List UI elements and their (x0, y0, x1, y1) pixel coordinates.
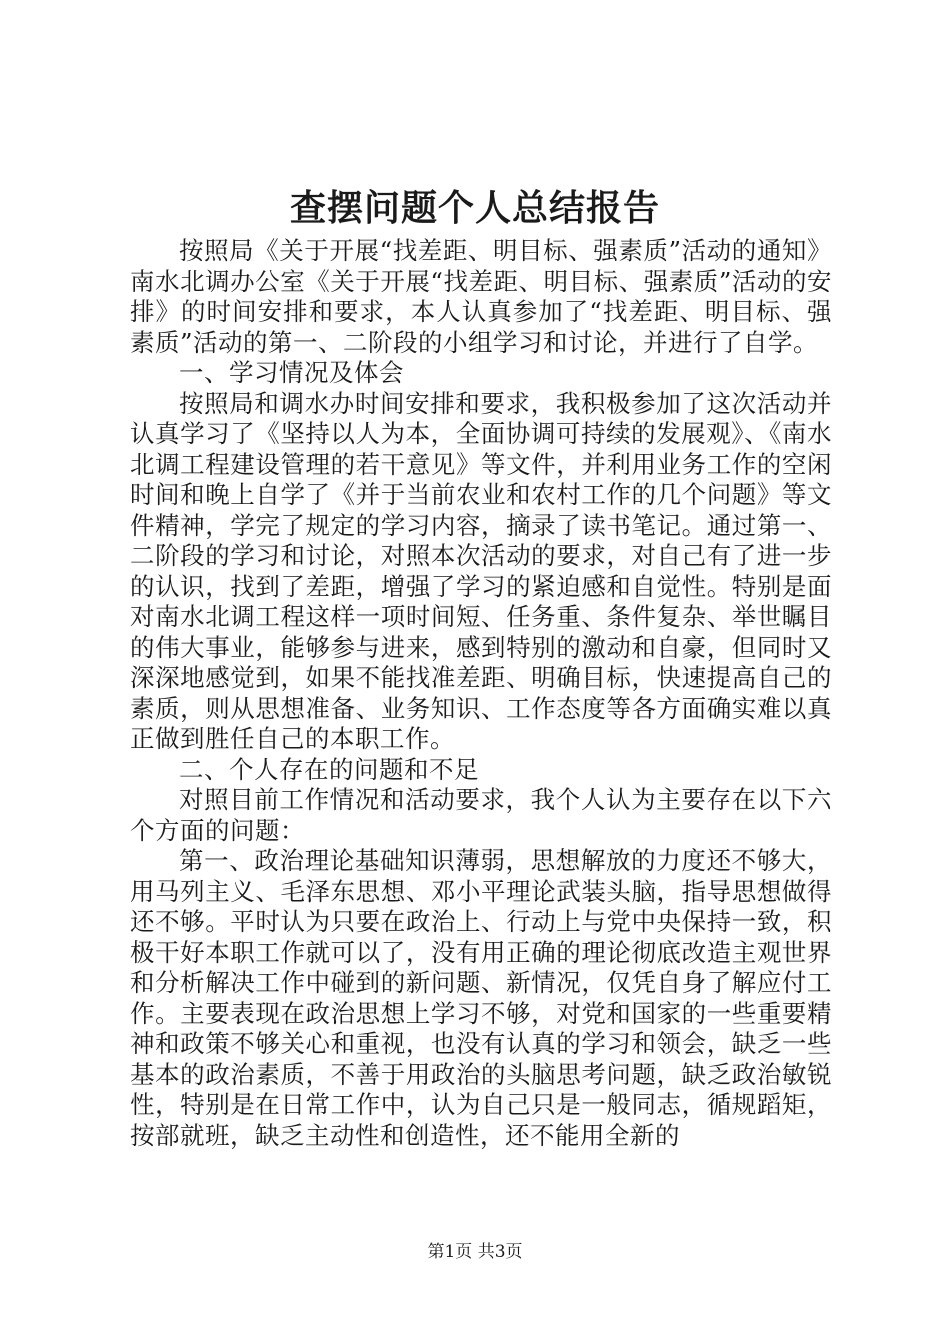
paragraph-problem-1: 第一、政治理论基础知识薄弱，思想解放的力度还不够大，用马列主义、毛泽东思想、邓小平理论武装头脑，指导思想做得还不够。平时认为只要在政治上、行动上与党中央保持一致，积极干好本职工作就可以了，没有用正确的理论彻底改造主观世界和分析解决工作中碰到的新问题、新情况，仅凭自身了解应付工作。主要表现在政治思想上学习不够，对党和国家的一些重要精神和政策不够关心和重视，也没有认真的学习和领会，缺乏一些基本的政治素质，不善于用政治的头脑思考问题，缺乏政治敏锐性，特别是在日常工作中，认为自己只是一般同志，循规蹈矩，按部就班，缺乏主动性和创造性，还不能用全新的 (130, 846, 832, 1150)
document-title: 查摆问题个人总结报告 (289, 187, 660, 229)
section-heading-1: 一、学习情况及体会 (179, 358, 404, 387)
document-body (130, 236, 832, 1151)
page-footer: 第1页 共3页 (427, 1242, 523, 1262)
paragraph-study: 按照局和调水办时间安排和要求，我积极参加了这次活动并认真学习了《坚持以人为本，全面协调可持续的发展观》、《南水北调工程建设管理的若干意见》等文件，并利用业务工作的空闲时间和晚上自学了《并于当前农业和农村工作的几个问题》等文件精神，学完了规定的学习内容，摘录了读书笔记。通过第一、二阶段的学习和讨论，对照本次活动的要求，对自己有了进一步的认识，找到了差距，增强了学习的紧迫感和自觉性。特别是面对南水北调工程这样一项时间短、任务重、条件复杂、举世瞩目的伟大事业，能够参与进来，感到特别的激动和自豪，但同时又深深地感觉到，如果不能找准差距、明确目标，快速提高自己的素质，则从思想准备、业务知识、工作态度等各方面确实难以真正做到胜任自己的本职工作。 (130, 388, 832, 753)
paragraph-intro: 按照局《关于开展“找差距、明目标、强素质”活动的通知》南水北调办公室《关于开展“找差距、明目标、强素质”活动的安排》的时间安排和要求，本人认真参加了“找差距、明目标、强素质”活动的第一、二阶段的小组学习和讨论，并进行了自学。 (130, 236, 832, 357)
section-heading-2: 二、个人存在的问题和不足 (179, 754, 479, 784)
paragraph-problems-intro: 对照目前工作情况和活动要求，我个人认为主要存在以下六个方面的问题： (130, 785, 832, 845)
